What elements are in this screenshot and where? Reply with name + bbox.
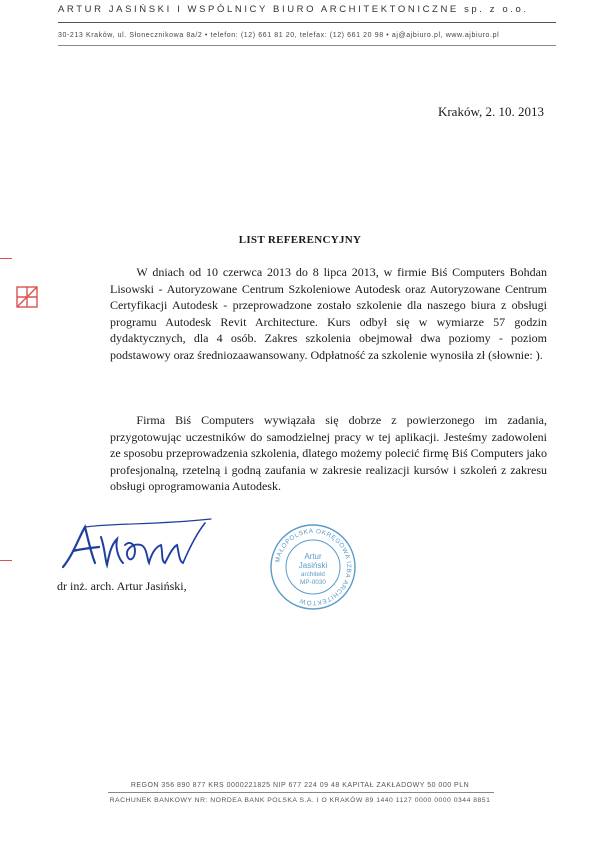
letterhead-divider <box>58 22 556 23</box>
footer-divider <box>108 792 494 793</box>
company-logo-icon <box>15 285 39 309</box>
paragraph-text: Firma Biś Computers wywiązała się dobrze z powierzonego im zadania, przygotowując uczestników do samodzielnej pracy w tej aplikacji. Jesteśmy zadowoleni ze sposobu przeprowadzenia szkolenia, dlatego możemy polecić firmę Biś Computers jako profesjonalną, rzetelną i godną zaufania w zakresie realizacji kursów i szkoleń z zakresu obsługi oprogramowania Autodesk. <box>110 413 547 493</box>
footer-company-registration: REGON 356 890 877 KRS 0000221825 NIP 677 224 09 48 KAPITAŁ ZAKŁADOWY 50 000 PLN <box>130 782 470 789</box>
stamp-outer-text: MAŁOPOLSKA OKRĘGOWA IZBA ARCHITEKTÓW <box>274 527 353 607</box>
letterhead-address: 30-213 Kraków, ul. Słonecznikowa 8a/2 • telefon: (12) 661 81 20, telefax: (12) 661 20 98 • aj@ajbiuro.pl, www.ajbiuro.pl <box>58 32 500 39</box>
paragraph-text: W dniach od 10 czerwca 2013 do 8 lipca 2013, w firmie Biś Computers Bohdan Lisowski - Autoryzowane Centrum Szkoleniowe Autodesk oraz Autoryzowane Centrum Certyfikacji Autodesk - przeprowadzone zostało szkolenie dla naszego biura z obsługi programu Autodesk Revit Architecture. Kurs odbył się w wymiarze 57 godzin dydaktycznych, dla 4 osób. Zakres szkolenia obejmował dwa poziomy - poziom podstawowy oraz średniozaawansowany. Odpłatność za szkolenie wynosiła zł (słownie: ). <box>110 265 547 362</box>
stamp-name-line-2: Jasiński <box>298 561 328 570</box>
letterhead-divider-lower <box>58 45 556 46</box>
letterhead-company-name: ARTUR JASIŃSKI I WSPÓLNICY BIURO ARCHITEKTONICZNE sp. z o.o. <box>58 4 529 15</box>
fold-mark-top <box>0 258 12 259</box>
fold-mark-bottom <box>0 560 12 561</box>
letter-paragraph-2 <box>110 412 547 495</box>
footer-bank-account: RACHUNEK BANKOWY NR: NORDEA BANK POLSKA S.A. I O KRAKÓW 89 1440 1127 0000 0000 0344 8851 <box>109 797 491 804</box>
letter-date: Kraków, 2. 10. 2013 <box>437 104 544 119</box>
signer-name: dr inż. arch. Artur Jasiński, <box>57 579 187 593</box>
stamp-role: architekt <box>300 571 326 578</box>
letter-paragraph-1 <box>110 264 547 363</box>
letter-title: LIST REFERENCYJNY <box>238 234 362 246</box>
stamp-number: MP-0030 <box>300 579 326 586</box>
stamp-name-line-1: Artur <box>304 552 322 561</box>
architect-stamp <box>268 522 358 612</box>
handwritten-signature <box>55 515 215 577</box>
